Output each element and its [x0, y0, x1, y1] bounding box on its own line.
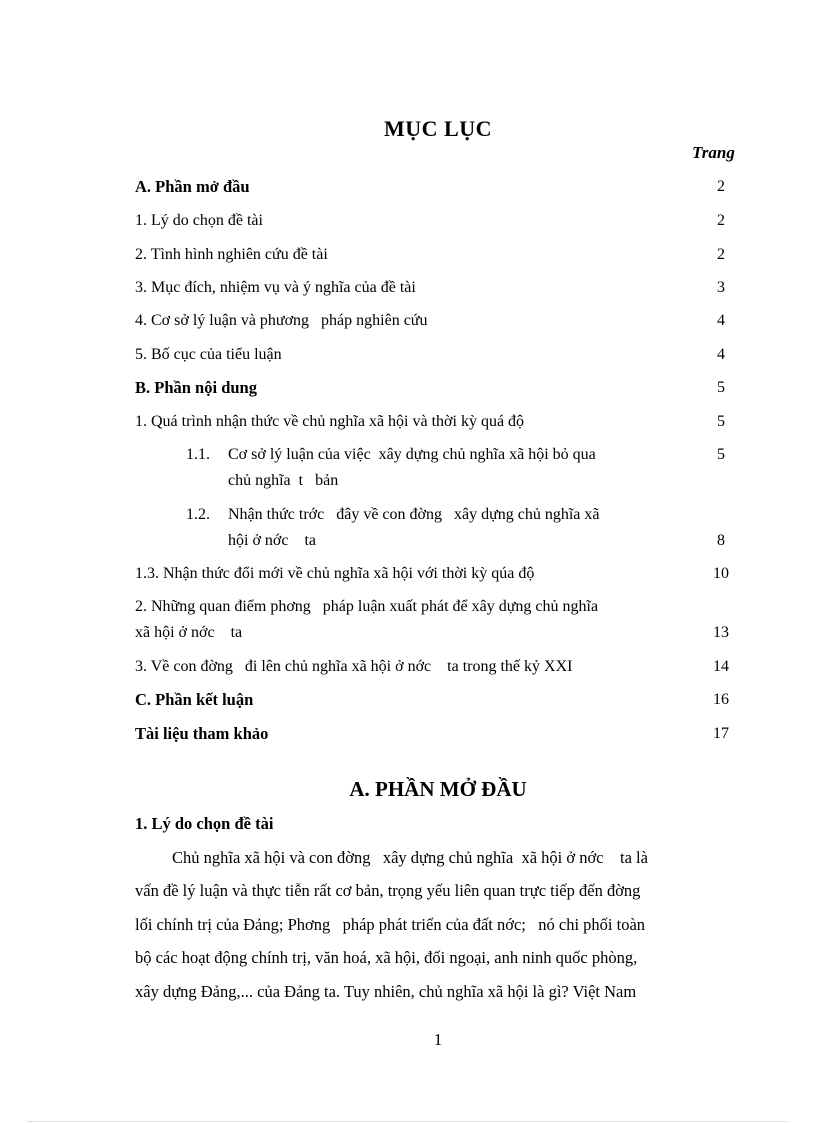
page-number: 1 [433, 1030, 443, 1049]
toc-entry-page: 2 [717, 178, 725, 195]
toc-entry-label-continued: hội ở nớc ta [228, 532, 317, 549]
toc-entry-label: C. Phần kết luận [135, 690, 254, 709]
toc-entry-label: 3. Mục đích, nhiệm vụ và ý nghĩa của đề tài [135, 279, 416, 296]
toc-entry-label: Tài liệu tham khảo [135, 724, 269, 743]
toc-entry-page: 2 [717, 212, 725, 229]
toc-entry-page: 4 [717, 346, 725, 363]
paragraph-line: Chủ nghĩa xã hội và con đờng xây dựng chủ nghĩa xã hội ở nớc ta là [172, 848, 648, 867]
toc-entry-page: 4 [717, 312, 725, 329]
toc-entry-label-continued: xã hội ở nớc ta [135, 624, 243, 641]
toc-entry-page: 3 [717, 279, 725, 296]
toc-entry-page: 5 [717, 446, 725, 463]
toc-entry-label: 1. Quá trình nhận thức về chủ nghĩa xã hội và thời kỳ quá độ [135, 413, 525, 430]
toc-entry-label: 2. Những quan điểm phơng pháp luận xuất phát để xây dựng chủ nghĩa [135, 598, 599, 615]
toc-entry-page: 16 [713, 691, 729, 708]
paragraph-line: bộ các hoạt động chính trị, văn hoá, xã hội, đối ngoại, anh ninh quốc phòng, [135, 948, 638, 967]
toc-entry-number: 1.2. [186, 506, 210, 523]
toc-entry-label: Nhận thức trớc đây về con đờng xây dựng chủ nghĩa xã [228, 506, 600, 523]
toc-entry-page: 13 [713, 624, 729, 641]
toc-entry-page: 5 [717, 379, 725, 396]
paragraph-line: xây dựng Đảng,... của Đảng ta. Tuy nhiên, chủ nghĩa xã hội là gì? Việt Nam [135, 982, 637, 1001]
toc-entry-page: 14 [713, 658, 729, 675]
toc-entry-page: 10 [713, 565, 729, 582]
toc-entry-label: 3. Về con đờng đi lên chủ nghĩa xã hội ở nớc ta trong thế kỷ XXI [135, 658, 573, 675]
toc-entry-page: 8 [717, 532, 725, 549]
toc-entry-number: 1.1. [186, 446, 210, 463]
toc-entry-label: B. Phần nội dung [135, 378, 257, 397]
toc-entry-label: 2. Tình hình nghiên cứu đề tài [135, 246, 328, 263]
toc-entry-label: 1. Lý do chọn đề tài [135, 212, 263, 229]
toc-entry-page: 17 [713, 725, 729, 742]
toc-entry-page: 2 [717, 246, 725, 263]
toc-entry-label: 1.3. Nhận thức đổi mới về chủ nghĩa xã hội với thời kỳ qúa độ [135, 565, 535, 582]
toc-title: MỤC LỤC [384, 116, 492, 141]
toc-entry-label: 4. Cơ sở lý luận và phương pháp nghiên cứu [135, 312, 428, 329]
toc-page-header: Trang [692, 143, 735, 162]
page-edge-divider [28, 1121, 788, 1122]
paragraph-line: vấn đề lý luận và thực tiễn rất cơ bản, trọng yếu liên quan trực tiếp đến đờng [135, 881, 641, 900]
toc-entry-page: 5 [717, 413, 725, 430]
toc-entry-label: 5. Bố cục của tiểu luận [135, 346, 282, 363]
section-title: A. PHẦN MỞ ĐẦU [349, 777, 527, 801]
toc-entry-label-continued: chủ nghĩa t bản [228, 472, 339, 489]
paragraph-line: lối chính trị của Đảng; Phơng pháp phát triển của đất nớc; nó chi phối toàn [135, 915, 646, 934]
toc-entry-label: A. Phần mở đầu [135, 177, 250, 196]
subsection-title: 1. Lý do chọn đề tài [135, 814, 274, 833]
toc-entry-label: Cơ sở lý luận của việc xây dựng chủ nghĩa xã hội bỏ qua [228, 446, 596, 463]
